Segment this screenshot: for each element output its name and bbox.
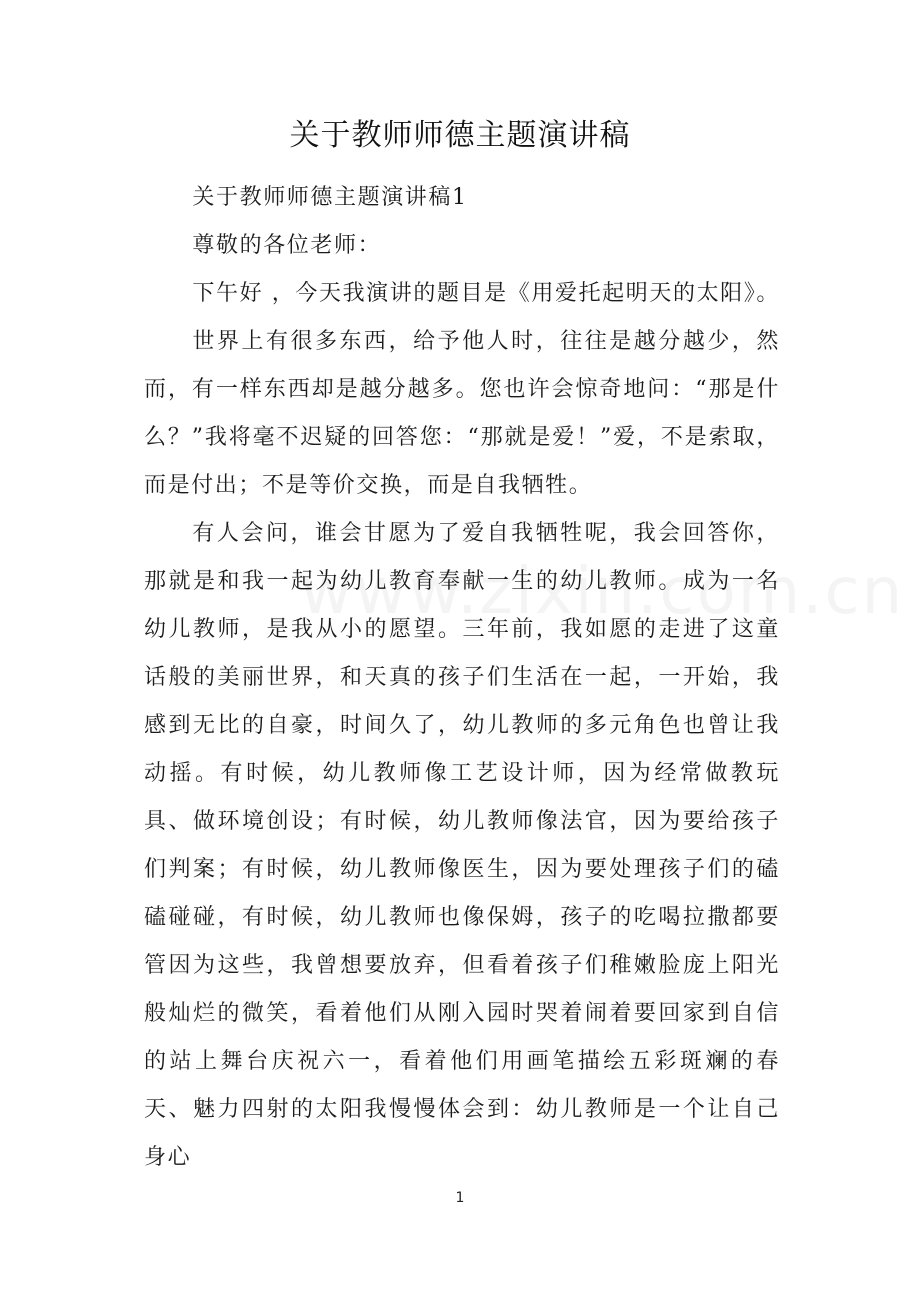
paragraph-greeting: 下午好 ，今天我演讲的题目是《用爱托起明天的太阳》。	[192, 281, 780, 306]
page-number: 1	[455, 1190, 465, 1206]
document-title: 关于教师师德主题演讲稿	[289, 118, 631, 153]
paragraph-heading: 关于教师师德主题演讲稿1	[192, 185, 468, 210]
paragraph-love: 世界上有很多东西，给予他人时，往往是越分越少，然而，有一样东西却是越分越多。您也许会惊奇地问：“那是什么？”我将毫不迟疑的回答您：“那就是爱！”爱，不是索取，而是付出；不是等价交换，而是自我牺牲。	[144, 329, 780, 498]
paragraph-teacher: 有人会问，谁会甘愿为了爱自我牺牲呢，我会回答你，那就是和我一起为幼儿教育奉献一生的幼儿教师。成为一名幼儿教师，是我从小的愿望。三年前，我如愿的走进了这童话般的美丽世界，和天真的孩子们生活在一起，一开始，我感到无比的自豪，时间久了，幼儿教师的多元角色也曾让我动摇。有时候，幼儿教师像工艺设计师，因为经常做教玩具、做环境创设；有时候，幼儿教师像法官，因为要给孩子们判案；有时候，幼儿教师像医生，因为要处理孩子们的磕磕碰碰，有时候，幼儿教师也像保姆，孩子的吃喝拉撒都要管因为这些，我曾想要放弃，但看着孩子们稚嫩脸庞上阳光般灿烂的微笑，看着他们从刚入园时哭着闹着要回家到自信的站上舞台庆祝六一，看着他们用画笔描绘五彩斑斓的春天、魅力四射的太阳我慢慢体会到：幼儿教师是一个让自己身心	[144, 521, 780, 1170]
paragraph-salutation: 尊敬的各位老师：	[192, 233, 382, 258]
document-body	[144, 174, 780, 1182]
